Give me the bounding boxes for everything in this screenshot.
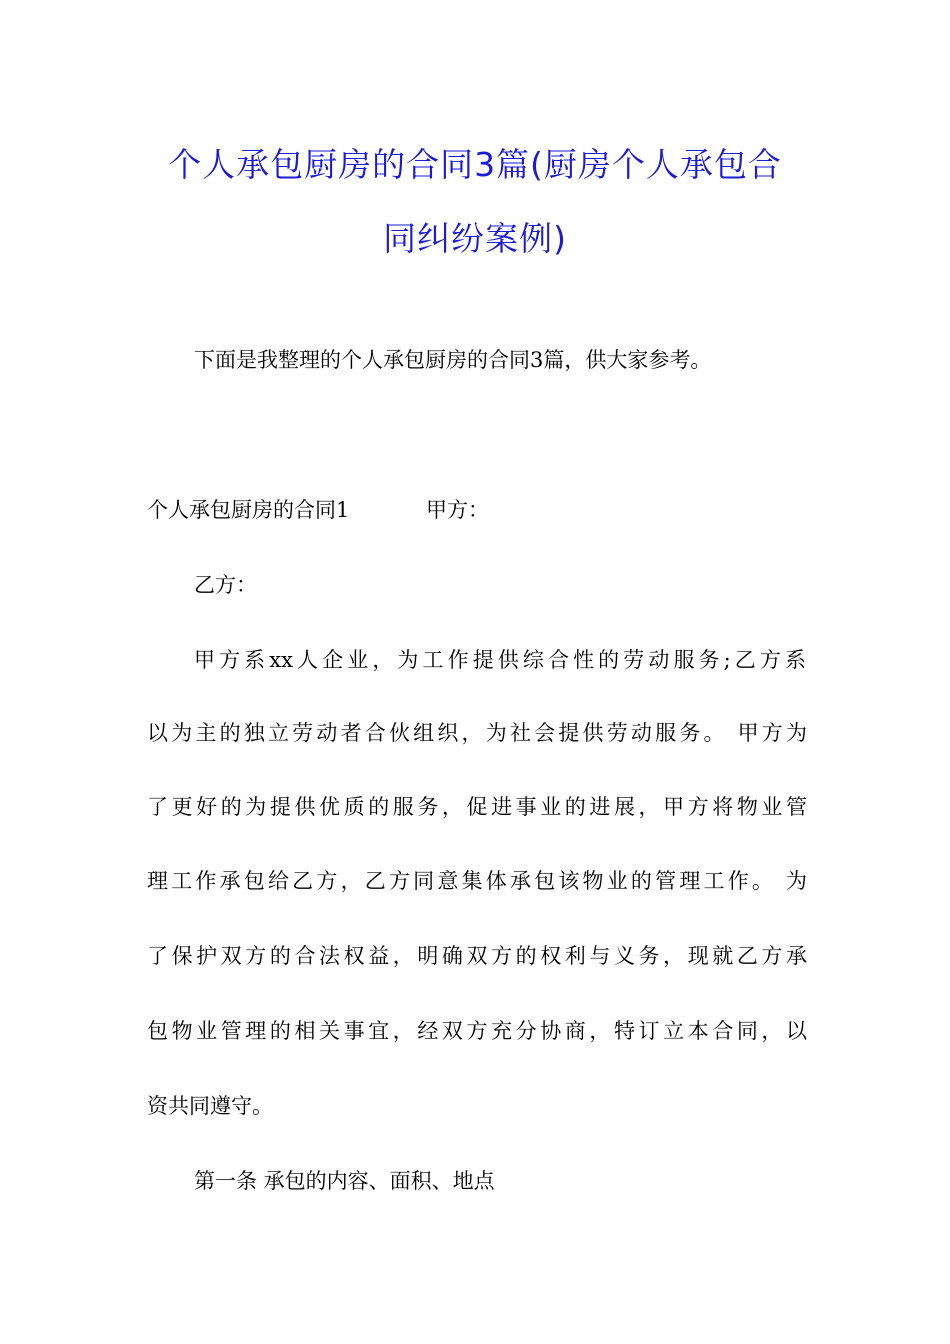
- party-a-label: 甲方：: [426, 498, 489, 522]
- contract-heading: 个人承包厨房的合同1: [147, 498, 350, 522]
- document-title: [120, 128, 830, 276]
- article-1-heading: 第一条 承包的内容、面积、地点: [194, 1169, 495, 1193]
- paragraph-line: 理工作承包给乙方，乙方同意集体承包该物业的管理工作。 为: [147, 869, 807, 893]
- paragraph-line: 了保护双方的合法权益，明确双方的权利与义务，现就乙方承: [147, 944, 807, 968]
- party-b-label: 乙方：: [194, 573, 257, 597]
- paragraph-line: 资共同遵守。: [147, 1094, 273, 1118]
- intro-text: 下面是我整理的个人承包厨房的合同3篇，供大家参考。: [194, 348, 712, 372]
- paragraph-line: 甲方系xx人企业，为工作提供综合性的劳动服务;乙方系: [194, 648, 806, 672]
- paragraph-line: 了更好的为提供优质的服务，促进事业的进展，甲方将物业管: [147, 795, 807, 819]
- paragraph-line: 包物业管理的相关事宜，经双方充分协商，特订立本合同，以: [147, 1019, 807, 1043]
- paragraph-line: 以为主的独立劳动者合伙组织，为社会提供劳动服务。 甲方为: [147, 721, 807, 745]
- title-line-2: 同纠纷案例): [383, 219, 567, 258]
- title-line-1: 个人承包厨房的合同3篇(厨房个人承包合: [168, 145, 782, 184]
